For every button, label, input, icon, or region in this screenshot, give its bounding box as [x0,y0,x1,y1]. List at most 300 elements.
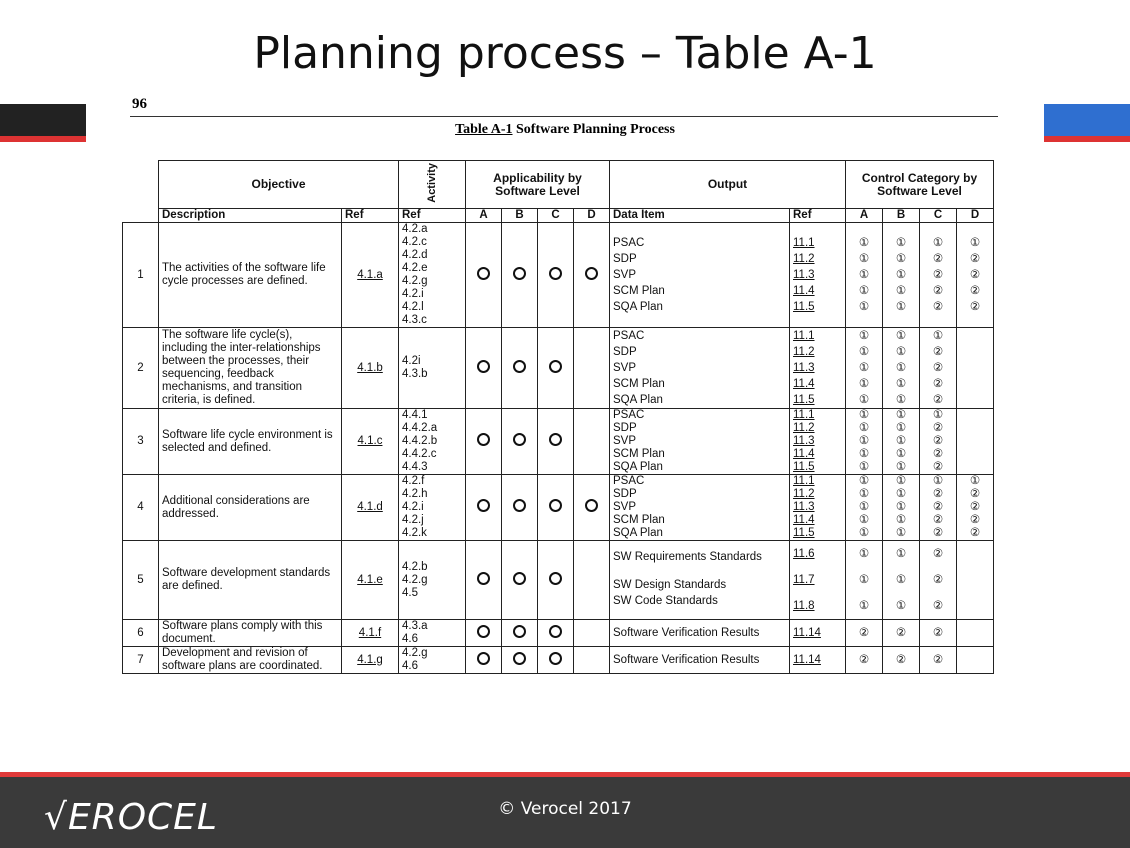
applicable-circle-icon [585,267,598,280]
control-category-value: ① [858,253,870,265]
control-category-value: ② [932,269,944,281]
output-data-items [610,409,790,475]
control-category-cell [883,223,920,328]
applicability-cell [538,541,574,620]
activity-ref: 4.4.1 [402,409,428,421]
applicable-circle-icon [477,267,490,280]
applicable-circle-icon [549,360,562,373]
control-category-value: ① [858,409,870,421]
control-category-value: ② [858,654,870,666]
control-category-value: ① [858,448,870,460]
cc-level-a-subheader: A [846,209,883,223]
control-category-value: ① [858,548,870,560]
table-caption-text: Software Planning Process [512,122,675,137]
activity-ref: 4.2.d [402,249,428,261]
control-category-value: ① [895,600,907,612]
page-rule [130,116,998,117]
control-category-value: ① [895,409,907,421]
objective-ref: 4.1.e [342,541,399,620]
activity-ref: 4.2.b [402,560,428,573]
control-category-cell [920,541,957,620]
applicability-cell [574,328,610,409]
objective-description: Software life cycle environment is selected and defined. [159,409,342,475]
data-item: SDP [613,422,637,434]
applicable-circle-icon [513,572,526,585]
objective-description: Software development standards are defined. [159,541,342,620]
activity-ref: 4.2.l [402,301,424,313]
applicability-cell [538,223,574,328]
objective-number: 5 [123,541,159,620]
control-category-value [957,392,993,408]
output-data-items [610,647,790,674]
control-category-value: ① [895,548,907,560]
data-item: SDP [613,253,637,265]
control-category-value: ② [932,448,944,460]
control-category-value: ② [932,501,944,513]
control-category-value: ① [895,301,907,313]
data-item: SW Requirements Standards [613,551,762,563]
data-item: SDP [613,346,637,358]
table-row [123,647,994,674]
applicability-cell [574,223,610,328]
control-category-cell [920,409,957,475]
control-category-value: ① [858,330,870,342]
control-category-value: ② [932,253,944,265]
applicability-cell [466,475,502,541]
control-category-value: ② [932,301,944,313]
control-category-cell [846,223,883,328]
table-row [123,620,994,647]
control-category-value: ① [932,475,944,487]
control-category-value: ② [895,654,907,666]
applicability-cell [502,620,538,647]
control-category-value: ① [932,330,944,342]
control-category-value [957,328,993,344]
activity-ref: 4.2.g [402,647,428,659]
activity-ref: 4.2.k [402,527,427,539]
applicable-circle-icon [477,652,490,665]
applicability-cell [502,541,538,620]
activity-ref: 4.3.b [402,368,428,380]
objective-ref: 4.1.c [342,409,399,475]
control-category-value: ① [895,527,907,539]
planning-table [122,160,994,674]
applicable-circle-icon [477,572,490,585]
applicable-circle-icon [549,572,562,585]
applicable-circle-icon [477,625,490,638]
applicable-circle-icon [549,499,562,512]
level-a-subheader: A [466,209,502,223]
verocel-logo: √EROCEL [44,797,218,838]
control-category-value: ① [895,269,907,281]
applicable-circle-icon [477,433,490,446]
control-category-value: ② [932,488,944,500]
output-refs [790,620,846,647]
objective-ref: 4.1.b [342,328,399,409]
output-data-items [610,328,790,409]
objective-description: Additional considerations are addressed. [159,475,342,541]
activity-ref: 4.2.h [402,488,428,500]
applicable-circle-icon [513,433,526,446]
control-category-cell [920,328,957,409]
control-category-value: ① [895,346,907,358]
output-refs [790,223,846,328]
control-category-value: ① [932,409,944,421]
applicability-cell [466,647,502,674]
activity-ref: 4.4.2.a [402,422,438,434]
control-category-value: ① [895,394,907,406]
control-category-cell [883,541,920,620]
data-item-ref: 11.3 [793,362,815,374]
applicable-circle-icon [513,652,526,665]
control-category-value [957,461,993,474]
control-category-cell [957,541,994,620]
activity-ref: 4.2.g [402,573,428,586]
activity-refs [399,647,466,674]
data-item-ref: 11.1 [793,409,815,421]
objective-header: Objective [159,161,399,209]
control-category-value [957,344,993,360]
activity-ref: 4.3.a [402,620,428,632]
applicability-cell [538,620,574,647]
activity-header: Activity [399,161,466,209]
control-category-cell [920,223,957,328]
data-item-ref: 11.4 [793,514,815,526]
activity-refs [399,541,466,620]
applicability-cell [466,328,502,409]
activity-ref: 4.2.i [402,288,424,300]
level-b-subheader: B [502,209,538,223]
control-category-value: ① [858,600,870,612]
applicability-cell [502,328,538,409]
objective-description: Software plans comply with this document. [159,620,342,647]
applicability-cell [466,541,502,620]
table-row [123,328,994,409]
objective-ref: 4.1.g [342,647,399,674]
data-item-ref: 11.7 [793,574,815,586]
applicable-circle-icon [549,267,562,280]
data-item-ref: 11.4 [793,448,815,460]
activity-ref: 4.4.3 [402,461,428,473]
data-item: SCM Plan [613,285,665,297]
activity-refs [399,475,466,541]
applicable-circle-icon [549,625,562,638]
control-category-cell [920,475,957,541]
control-category-value: ② [932,394,944,406]
applicable-circle-icon [549,433,562,446]
control-category-value: ① [858,301,870,313]
control-category-cell [957,409,994,475]
page-number: 96 [132,96,147,112]
data-item-ref: 11.14 [793,654,821,666]
control-category-value: ② [932,600,944,612]
data-item: SVP [613,269,637,281]
data-item: SW Code Standards [613,595,718,607]
control-category-value: ① [895,378,907,390]
applicable-circle-icon [477,360,490,373]
control-category-value: ① [932,237,944,249]
data-item-ref: 11.2 [793,422,815,434]
control-category-value: ① [895,501,907,513]
control-category-value [957,360,993,376]
data-item-ref: 11.14 [793,627,821,639]
data-item-ref: 11.4 [793,285,815,297]
output-data-items [610,541,790,620]
control-category-value: ② [969,501,981,513]
activity-ref: 4.4.2.c [402,448,437,460]
table-row [123,541,994,620]
activity-ref: 4.2.a [402,223,428,235]
applicability-cell [574,475,610,541]
control-category-value: ② [969,301,981,313]
control-category-cell [883,409,920,475]
control-category-value: ① [858,237,870,249]
control-category-value: ① [858,514,870,526]
control-category-value: ① [895,475,907,487]
control-category-cell [883,620,920,647]
control-category-value: ① [895,514,907,526]
data-item: SVP [613,501,637,513]
applicability-cell [502,647,538,674]
data-item-ref: 11.6 [793,548,815,560]
control-category-cell [957,620,994,647]
control-category-value: ② [858,627,870,639]
control-category-value: ① [895,362,907,374]
control-category-value: ① [858,475,870,487]
control-category-value: ① [858,527,870,539]
activity-ref: 4.2.c [402,236,427,248]
applicability-cell [502,475,538,541]
control-category-cell [883,328,920,409]
control-category-value [957,652,993,668]
data-item: SQA Plan [613,461,663,473]
applicability-cell [574,409,610,475]
applicability-cell [538,475,574,541]
output-refs [790,475,846,541]
control-category-value: ② [895,627,907,639]
control-category-cell [883,475,920,541]
control-category-value: ① [895,253,907,265]
control-category-cell [957,223,994,328]
ref-subheader: Ref [342,209,399,223]
control-category-value: ① [969,237,981,249]
control-category-value [957,435,993,448]
control-category-value: ② [932,435,944,447]
control-category-value: ① [895,574,907,586]
control-category-value: ① [858,501,870,513]
control-category-value: ② [932,574,944,586]
control-category-value [957,567,993,593]
description-subheader: Description [159,209,342,223]
data-item: SDP [613,488,637,500]
activity-ref: 4.4.2.b [402,435,438,447]
applicable-circle-icon [513,360,526,373]
data-item: PSAC [613,237,645,249]
data-item: SQA Plan [613,527,663,539]
table-row [123,223,994,328]
data-item: SVP [613,435,637,447]
control-category-value: ② [969,527,981,539]
output-data-items [610,223,790,328]
data-item: PSAC [613,409,645,421]
data-item-subheader: Data Item [610,209,790,223]
data-item: PSAC [613,330,645,342]
control-category-value: ② [932,362,944,374]
activity-ref: 4.5 [402,586,418,599]
objective-ref: 4.1.d [342,475,399,541]
applicability-cell [466,620,502,647]
applicability-cell [538,647,574,674]
output-data-items [610,475,790,541]
objective-number: 3 [123,409,159,475]
control-category-value: ② [932,548,944,560]
activity-ref: 4.6 [402,633,418,645]
footer [0,772,1130,848]
control-category-cell [846,328,883,409]
activity-refs [399,328,466,409]
control-category-value [957,422,993,435]
control-category-value: ② [969,269,981,281]
data-item-ref: 11.5 [793,461,815,473]
control-category-value: ① [858,488,870,500]
data-item: Software Verification Results [613,654,760,666]
control-category-value: ② [932,527,944,539]
output-refs [790,328,846,409]
data-item: SQA Plan [613,301,663,313]
control-category-value: ① [858,435,870,447]
control-category-value: ① [895,422,907,434]
control-category-cell [883,647,920,674]
applicability-cell [538,409,574,475]
activity-refs [399,223,466,328]
objective-ref: 4.1.f [342,620,399,647]
applicable-circle-icon [585,499,598,512]
data-item: Software Verification Results [613,627,760,639]
control-category-value: ② [932,654,944,666]
output-data-items [610,620,790,647]
cc-level-c-subheader: C [920,209,957,223]
activity-refs [399,620,466,647]
control-category-cell [846,620,883,647]
control-category-value: ② [932,285,944,297]
cc-level-d-subheader: D [957,209,994,223]
output-refs [790,409,846,475]
data-item: SCM Plan [613,448,665,460]
control-category-cell [920,620,957,647]
data-item-ref: 11.5 [793,394,815,406]
data-item: SCM Plan [613,378,665,390]
table-row [123,475,994,541]
data-item-ref: 11.2 [793,346,815,358]
activity-ref: 4.2.i [402,501,424,513]
control-category-cell [957,647,994,674]
control-category-value: ① [858,269,870,281]
copyright-text: © Verocel 2017 [498,799,632,819]
data-item-ref: 11.3 [793,435,815,447]
table-row [123,409,994,475]
applicable-circle-icon [513,625,526,638]
control-category-value: ① [858,422,870,434]
objective-description: Development and revision of software plans are coordinated. [159,647,342,674]
applicability-cell [502,409,538,475]
activity-ref: 4.2.f [402,475,425,487]
data-item: SQA Plan [613,394,663,406]
output-ref-subheader: Ref [790,209,846,223]
objective-number: 4 [123,475,159,541]
level-c-subheader: C [538,209,574,223]
data-item-ref: 11.8 [793,600,815,612]
control-category-cell [846,475,883,541]
data-item: SVP [613,362,637,374]
activity-refs [399,409,466,475]
control-category-value: ② [969,253,981,265]
control-category-value: ② [932,422,944,434]
applicability-header: Applicability by Software Level [466,161,610,209]
data-item-ref: 11.1 [793,237,815,249]
control-category-value: ① [895,285,907,297]
control-category-value [957,625,993,641]
applicability-cell [538,328,574,409]
control-category-value [957,541,993,567]
applicable-circle-icon [477,499,490,512]
control-category-cell [920,647,957,674]
control-category-value: ① [895,448,907,460]
applicable-circle-icon [549,652,562,665]
slide-title: Planning process – Table A-1 [253,28,877,79]
objective-number: 6 [123,620,159,647]
data-item-ref: 11.4 [793,378,815,390]
objective-number: 2 [123,328,159,409]
applicability-cell [502,223,538,328]
control-category-value [957,593,993,619]
data-item-ref: 11.1 [793,475,815,487]
control-category-value: ① [858,285,870,297]
control-category-value [957,448,993,461]
applicability-cell [466,409,502,475]
applicability-cell [466,223,502,328]
control-category-cell [846,647,883,674]
table-caption [0,122,1130,138]
data-item: SW Design Standards [613,579,727,591]
control-category-value: ① [969,475,981,487]
applicable-circle-icon [513,499,526,512]
data-item-ref: 11.1 [793,330,815,342]
control-category-value: ① [858,461,870,473]
activity-ref: 4.2i [402,355,421,367]
control-category-value: ① [858,362,870,374]
control-category-cell [957,328,994,409]
control-category-cell [846,409,883,475]
data-item-ref: 11.5 [793,527,815,539]
applicability-cell [574,541,610,620]
output-refs [790,541,846,620]
objective-description: The software life cycle(s), including the inter-relationships between the processes, their sequencing, feedback mechanisms, and transition criteria, is defined. [159,328,342,409]
control-category-header: Control Category by Software Level [846,161,994,209]
output-refs [790,647,846,674]
data-item-ref: 11.3 [793,269,815,281]
control-category-value: ② [932,461,944,473]
activity-ref: 4.2.j [402,514,424,526]
control-category-value: ① [895,237,907,249]
data-item-ref: 11.5 [793,301,815,313]
control-category-value: ① [858,394,870,406]
control-category-value: ② [932,378,944,390]
objective-number: 1 [123,223,159,328]
output-header: Output [610,161,846,209]
control-category-value: ② [932,514,944,526]
objective-description: The activities of the software life cycle processes are defined. [159,223,342,328]
data-item: PSAC [613,475,645,487]
